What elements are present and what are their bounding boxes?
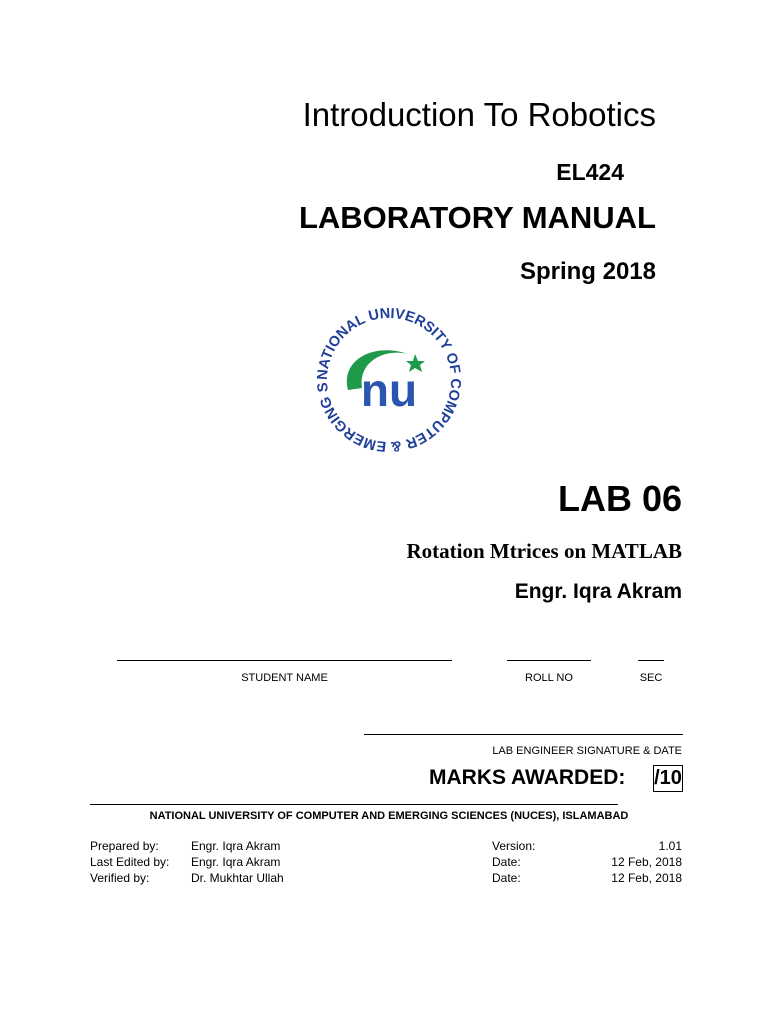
roll-no-line xyxy=(507,660,591,661)
date-value-verified: 12 Feb, 2018 xyxy=(611,871,682,885)
signature-label: LAB ENGINEER SIGNATURE & DATE xyxy=(492,745,682,757)
verified-by-label: Verified by: xyxy=(90,871,150,885)
logo-monogram: nu xyxy=(360,364,418,416)
document-title: Introduction To Robotics xyxy=(302,96,656,133)
verified-by-value: Dr. Mukhtar Ullah xyxy=(191,871,284,885)
marks-label: MARKS AWARDED: xyxy=(429,766,626,789)
version-label: Version: xyxy=(492,839,536,853)
term: Spring 2018 xyxy=(519,258,656,285)
lab-topic: Rotation Mtrices on MATLAB xyxy=(406,539,682,563)
course-code: EL424 xyxy=(556,159,624,185)
sec-label: SEC xyxy=(639,672,663,684)
student-name-line xyxy=(117,660,452,661)
university-name: NATIONAL UNIVERSITY OF COMPUTER AND EMERGING SCIENCES (NUCES), ISLAMABAD xyxy=(149,810,629,822)
prepared-by-label: Prepared by: xyxy=(90,839,159,853)
last-edited-value: Engr. Iqra Akram xyxy=(191,855,281,869)
prepared-by-value: Engr. Iqra Akram xyxy=(191,839,281,853)
university-logo xyxy=(300,306,478,454)
version-value: 1.01 xyxy=(658,839,682,853)
sec-line xyxy=(638,660,664,661)
date-label-edited: Date: xyxy=(492,855,521,869)
date-value-edited: 12 Feb, 2018 xyxy=(611,855,682,869)
logo-ring-textpath: NATIONAL UNIVERSITY OF COMPUTER & EMERGING S xyxy=(314,306,464,454)
last-edited-label: Last Edited by: xyxy=(90,855,170,869)
roll-no-label: ROLL NO xyxy=(525,672,573,684)
marks-total-box: /10 xyxy=(653,765,683,792)
lab-author: Engr. Iqra Akram xyxy=(514,580,682,603)
student-name-label: STUDENT NAME xyxy=(241,672,328,684)
header-divider xyxy=(90,804,618,805)
document-type: LABORATORY MANUAL xyxy=(298,200,656,235)
lab-number: LAB 06 xyxy=(557,478,682,519)
date-label-verified: Date: xyxy=(492,871,521,885)
signature-line xyxy=(364,734,683,735)
